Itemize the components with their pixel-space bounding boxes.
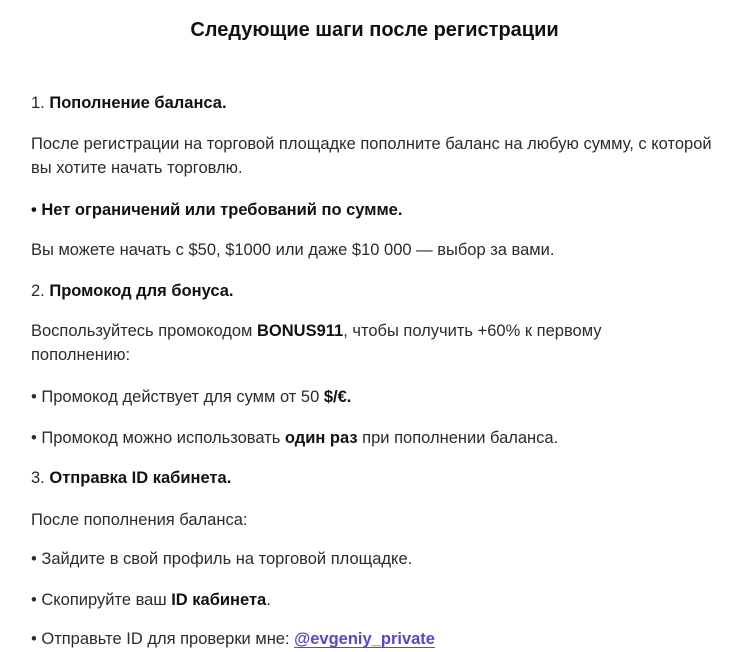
page-title: Следующие шаги после регистрации xyxy=(190,19,559,41)
step1-bullet-text: Нет ограничений или требований по сумме. xyxy=(41,201,403,219)
step3-bullet3-prefix: • Отправьте ID для проверки мне: xyxy=(31,630,295,648)
step2-bullet2-prefix: • Промокод можно использовать xyxy=(31,429,285,447)
step3-bullet3 xyxy=(31,627,731,651)
contact-link[interactable]: @evgeniy_private xyxy=(294,630,435,648)
step1-note: Вы можете начать с $50, $1000 или даже $10 000 — выбор за вами. xyxy=(31,241,555,259)
promo-code: BONUS911 xyxy=(257,322,344,340)
step3-bullet2-bold: ID кабинета xyxy=(171,591,267,609)
step2-bullet2-bold: один раз xyxy=(284,429,358,447)
step3-bullet2 xyxy=(31,588,731,612)
step1-heading xyxy=(31,91,731,115)
step1-number: 1. xyxy=(31,94,45,112)
step2-heading xyxy=(31,279,731,303)
step2-bullet1-text: • Промокод действует для сумм от 50 xyxy=(31,388,324,406)
step2-number: 2. xyxy=(31,282,45,300)
step2-bullet2-suffix: при пополнении баланса. xyxy=(357,429,559,447)
step1-bullet-marker: • xyxy=(31,201,37,219)
step2-body-suffix: , чтобы получить +60% к первому пополнению: xyxy=(31,322,602,364)
step2-bullet2 xyxy=(31,426,731,450)
step3-number: 3. xyxy=(31,469,45,487)
step3-heading xyxy=(31,466,731,490)
step1-body: После регистрации на торговой площадке пополните баланс на любую сумму, с которой вы хотите начать торговлю. xyxy=(31,135,712,177)
step3-bullet1: • Зайдите в свой профиль на торговой площадке. xyxy=(31,550,413,568)
step3-heading-text: Отправка ID кабинета. xyxy=(49,469,232,487)
step3-bullet2-suffix: . xyxy=(266,591,271,609)
step2-heading-text: Промокод для бонуса. xyxy=(49,282,234,300)
step2-bullet1-currency: $/€. xyxy=(323,388,352,406)
step2-bullet1 xyxy=(31,385,731,409)
step1-bullet xyxy=(31,198,731,222)
step1-heading-text: Пополнение баланса. xyxy=(49,94,227,112)
step3-body: После пополнения баланса: xyxy=(31,511,248,529)
step2-body xyxy=(31,319,671,367)
step2-body-prefix: Воспользуйтесь промокодом xyxy=(31,322,257,340)
step3-bullet2-prefix: • Скопируйте ваш xyxy=(31,591,172,609)
